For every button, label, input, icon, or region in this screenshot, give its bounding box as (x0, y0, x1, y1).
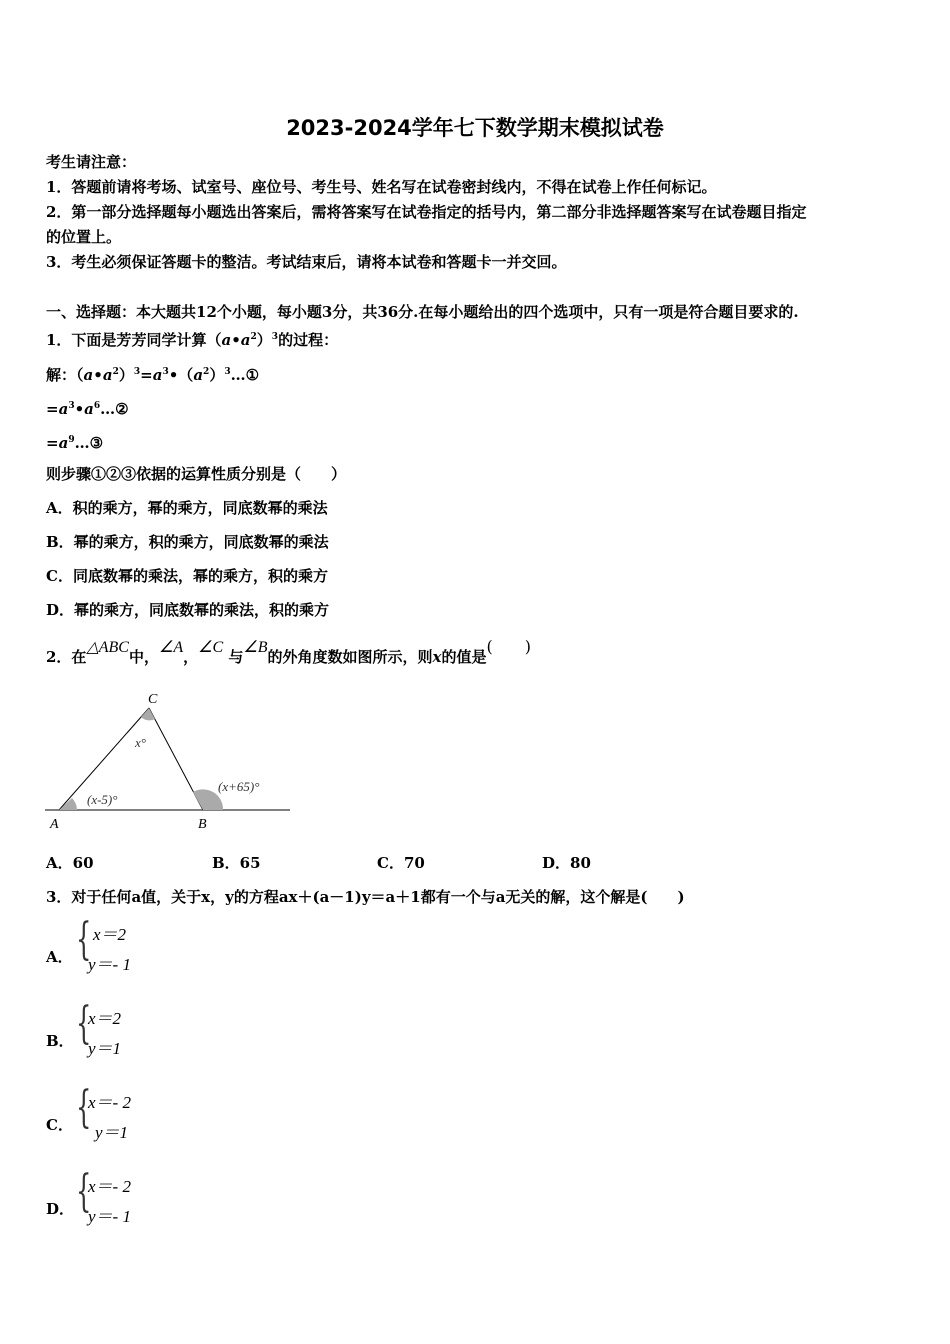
q2-angle-c: ∠C (198, 639, 224, 656)
q1-math: a (240, 331, 251, 349)
q3-option-d-label: D． (46, 1200, 75, 1218)
q2-with: 与 (228, 648, 244, 666)
q1-option-d: D．幂的乘方，同底数幂的乘法，积的乘方 (46, 601, 330, 619)
notice-line-1: 1．答题前请将考场、试室号、座位号、考生号、姓名写在试卷密封线内，不得在试卷上作任何标记。 (46, 178, 717, 196)
notice-line-2-cont: 的位置上。 (46, 228, 122, 246)
q1-stem-suffix: 的过程： (278, 331, 339, 349)
q1-option-a: A．积的乘方，幂的乘方，同底数幂的乘法 (46, 499, 328, 517)
q3-option-b-y: y＝1 (88, 1039, 122, 1058)
notice-line-2: 2．第一部分选择题每小题选出答案后，需将答案写在试卷指定的括号内，第二部分非选择题答案写在试卷题目指定 (46, 203, 807, 221)
q2-option-a: A．60 (46, 854, 94, 872)
q2-angle-b: ∠B (243, 639, 268, 656)
q3-stem: 3．对于任何a值，关于x，y的方程ax＋(a－1)y＝a＋1都有一个与a无关的解，这个解是( ) (46, 888, 685, 906)
notice-heading: 考生请注意： (46, 153, 137, 171)
q2-num: 2．在 (46, 648, 87, 666)
label-a: A (50, 817, 59, 832)
q1-mark-1: …① (230, 366, 260, 384)
brace: { (76, 998, 92, 1049)
q3-option-b-label: B． (46, 1032, 74, 1050)
q2-tail: 的外角度数如图所示，则 (267, 648, 433, 666)
q2-triangle: △ABC (86, 639, 129, 656)
q3-option-d-y: y＝- 1 (88, 1207, 131, 1226)
q1-stem-prefix: 1．下面是芳芳同学计算（ (46, 331, 222, 349)
angle-left-label: (x-5)° (87, 792, 118, 807)
label-c: C (148, 692, 158, 707)
q2-stem (46, 637, 531, 668)
q1-mark-3: …③ (74, 434, 104, 452)
q3-option-b-x: x＝2 (88, 1009, 122, 1028)
brace: { (76, 914, 92, 965)
q2-tail2: 的值是 (441, 648, 487, 666)
q1-stem: 1．下面是芳芳同学计算$(a•a^2)^3$的过程： (46, 331, 339, 349)
q1-option-b: B．幂的乘方，积的乘方，同底数幂的乘法 (46, 533, 329, 551)
q2-x: x (432, 648, 442, 666)
q1-step-3: $=a^9\dots ③$ (46, 434, 104, 452)
q3-option-c-x: x＝- 2 (88, 1093, 131, 1112)
q2-comma: ， (183, 648, 199, 666)
q2-option-d: D．80 (542, 854, 591, 872)
brace: { (76, 1166, 92, 1217)
q3-option-c-label: C． (46, 1116, 73, 1134)
angle-top-label: x° (135, 735, 146, 750)
q2-option-c: C．70 (377, 854, 425, 872)
q3-option-a-x: x＝2 (93, 925, 127, 944)
q1-step-1: 解：$(a•a^2)^3=a^3•(a^2)^3\dots ①$ (46, 366, 260, 384)
q2-angle-a: ∠A (158, 639, 184, 656)
q2-option-b: B．65 (212, 854, 261, 872)
angle-right-label: (x+65)° (218, 779, 260, 794)
q1-mark-2: …② (100, 400, 129, 418)
section-header: 一、选择题：本大题共12个小题，每小题3分，共36分.在每小题给出的四个选项中，只有一项是符合题目要求的. (46, 303, 799, 321)
q2-mid: 中， (128, 648, 159, 666)
q1-step-2: $=a^3•a^6\dots ②$ (46, 400, 129, 418)
q2-paren: ( ) (486, 637, 531, 656)
q3-option-a-label: A． (46, 948, 73, 966)
page-title: 2023-2024学年七下数学期末模拟试卷 (286, 116, 664, 140)
q3-option-c-y: y＝1 (95, 1123, 129, 1142)
q1-math: a (221, 331, 232, 349)
label-b: B (198, 817, 207, 832)
notice-line-3: 3．考生必须保证答题卡的整洁。考试结束后，请将本试卷和答题卡一并交回。 (46, 253, 567, 271)
q1-option-c: C．同底数幂的乘法，幂的乘方，积的乘方 (46, 567, 328, 585)
q2-triangle-figure (40, 685, 300, 835)
q1-step-label: 解： (46, 366, 77, 384)
q3-option-a-y: y＝- 1 (88, 955, 131, 974)
q1-ask: 则步骤①②③依据的运算性质分别是（ ） (46, 465, 347, 483)
brace: { (76, 1082, 92, 1133)
q3-option-d-x: x＝- 2 (88, 1177, 131, 1196)
